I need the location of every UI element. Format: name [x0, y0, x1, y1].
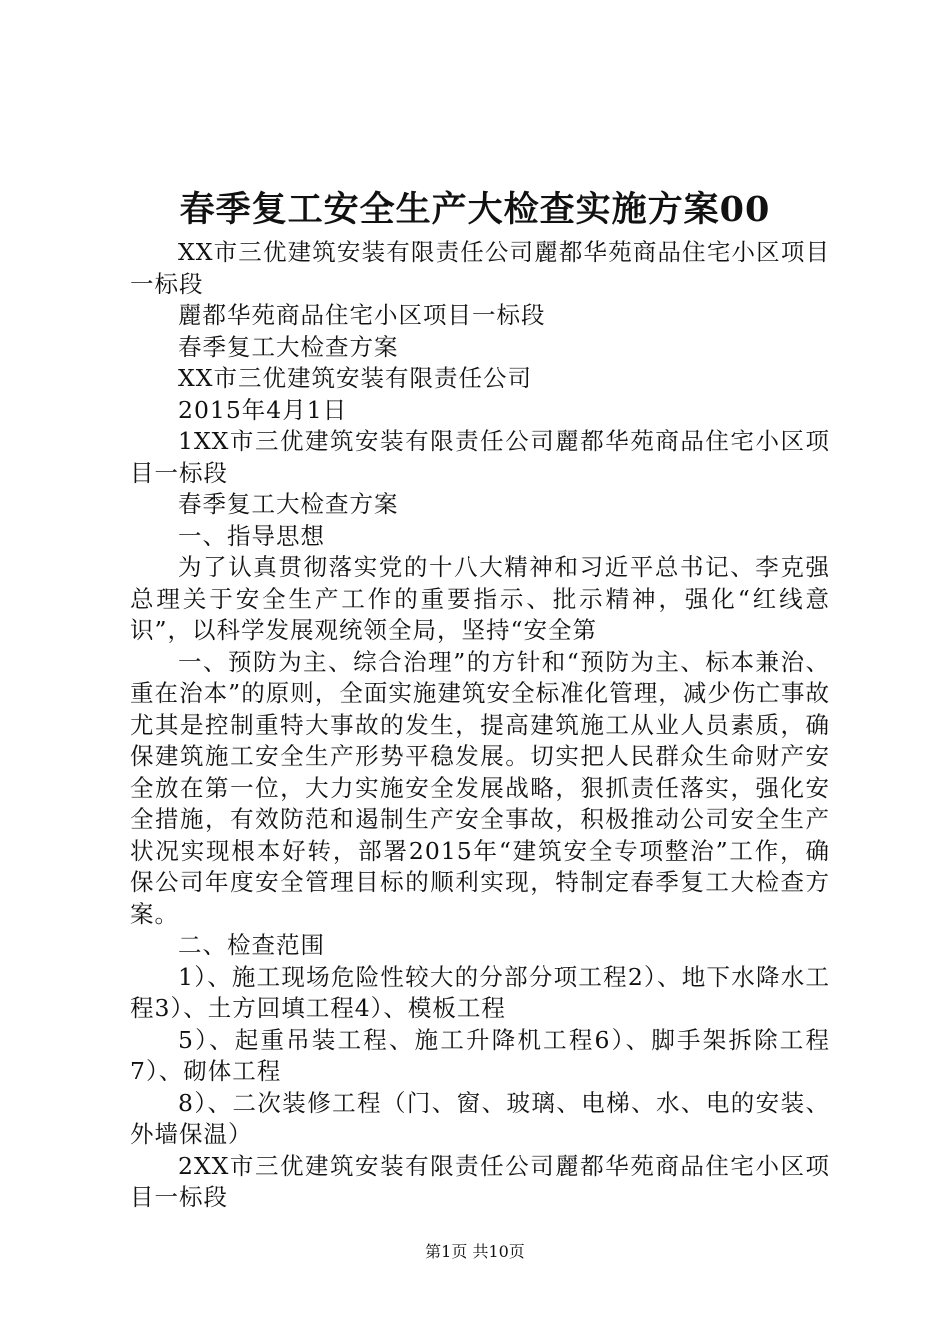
paragraph: 2015年4月1日	[178, 395, 348, 424]
paragraph: 春季复工大检查方案	[178, 490, 399, 518]
paragraph: 麗都华苑商品住宅小区项目一标段	[178, 301, 546, 329]
paragraph: 1）、施工现场危险性较大的分部分项工程2）、地下水降水工程3）、土方回填工程4）、模板工程	[130, 962, 830, 1022]
paragraph: XX市三优建筑安装有限责任公司	[178, 364, 532, 392]
section-heading: 二、检查范围	[178, 931, 325, 959]
paragraph: 1XX市三优建筑安装有限责任公司麗都华苑商品住宅小区项目一标段	[130, 427, 830, 487]
paragraph: 春季复工大检查方案	[178, 332, 399, 361]
paragraph: XX市三优建筑安装有限责任公司麗都华苑商品住宅小区项目一标段	[130, 238, 830, 298]
paragraph: 5）、起重吊装工程、施工升降机工程6）、脚手架拆除工程7）、砌体工程	[130, 1025, 830, 1085]
document-title: 春季复工安全生产大检查实施方案00	[179, 189, 771, 230]
paragraph: 为了认真贯彻落实党的十八大精神和习近平总书记、李克强总理关于安全生产工作的重要指示、批示精神，强化“红线意识”，以科学发展观统领全局，坚持“安全第	[130, 553, 830, 644]
paragraph: 8）、二次装修工程（门、窗、玻璃、电梯、水、电的安装、外墙保温）	[130, 1088, 830, 1148]
document-body	[130, 237, 830, 1214]
paragraph: 2XX市三优建筑安装有限责任公司麗都华苑商品住宅小区项目一标段	[130, 1151, 830, 1211]
section-heading: 一、指导思想	[178, 521, 325, 550]
paragraph: 一、预防为主、综合治理”的方针和“预防为主、标本兼治、重在治本”的原则，全面实施建筑安全标准化管理，减少伤亡事故尤其是控制重特大事故的发生，提高建筑施工从业人员素质，确保建筑施工安全生产形势平稳发展。切实把人民群众生命财产安全放在第一位，大力实施安全发展战略，狠抓责任落实，强化安全措施，有效防范和遏制生产安全事故，积极推动公司安全生产状况实现根本好转，部署2015年“建筑安全专项整治”工作，确保公司年度安全管理目标的顺利实现，特制定春季复工大检查方案。	[130, 647, 830, 928]
page-footer: 第1页 共10页	[425, 1242, 525, 1261]
